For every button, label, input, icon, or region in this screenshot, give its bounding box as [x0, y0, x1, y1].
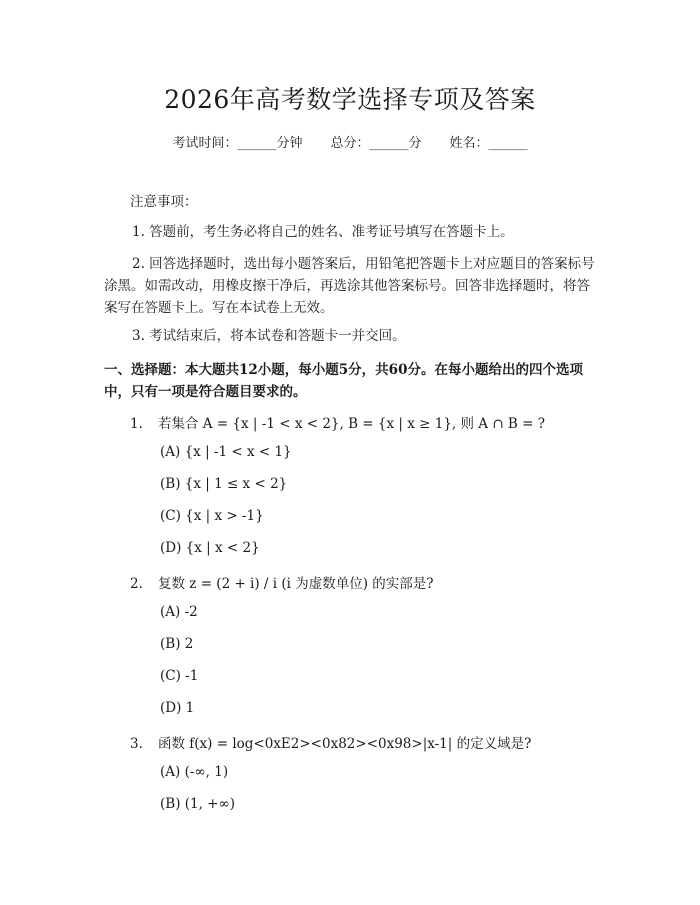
question-number: 1.	[130, 416, 143, 432]
question-2-option-a: (A) -2	[160, 604, 198, 620]
notice-item-1: 1. 答题前，考生务必将自己的姓名、准考证号填写在答题卡上。	[132, 224, 514, 240]
question-3-option-b: (B) (1, +∞)	[160, 796, 236, 812]
question-stem: 若集合 A = {x | -1 < x < 2}, B = {x | x ≥ 1}, 则 A ∩ B = ?	[158, 416, 545, 432]
question-1-option-d: (D) {x | x < 2}	[160, 540, 260, 556]
exam-meta	[0, 132, 700, 151]
question-3	[130, 732, 531, 752]
exam-time: 考试时间：______分钟	[172, 136, 303, 151]
notice-item-2: 2. 回答选择题时，选出每小题答案后，用铅笔把答题卡上对应题目的答案标号涂黑。如需改动，用橡皮擦干净后，再选涂其他答案标号。回答非选择题时，将答案写在答题卡上。写在本试卷上无效。	[104, 256, 595, 316]
page-title: 2026年高考数学选择专项及答案	[164, 85, 536, 114]
question-number: 2.	[130, 576, 143, 592]
question-2-option-d: (D) 1	[160, 700, 195, 716]
question-1-option-c: (C) {x | x > -1}	[160, 508, 264, 524]
notice-item-3: 3. 考试结束后，将本试卷和答题卡一并交回。	[132, 328, 406, 344]
question-number: 3.	[130, 736, 143, 752]
exam-total-score: 总分：______分	[330, 136, 422, 151]
notice-heading: 注意事项：	[130, 194, 198, 210]
question-2-option-c: (C) -1	[160, 668, 199, 684]
question-3-option-a: (A) (-∞, 1)	[160, 764, 229, 780]
question-2	[130, 572, 434, 592]
question-stem: 函数 f(x) = log<0xE2><0x82><0x98>|x-1| 的定义域是?	[158, 736, 532, 752]
question-1	[130, 412, 545, 432]
question-stem: 复数 z = (2 + i) / i (i 为虚数单位) 的实部是?	[158, 576, 434, 592]
section-heading: 一、选择题：本大题共12小题，每小题5分，共60分。在每小题给出的四个选项中，只有一项是符合题目要求的。	[104, 362, 583, 400]
question-1-option-b: (B) {x | 1 ≤ x < 2}	[160, 476, 288, 492]
question-2-option-b: (B) 2	[160, 636, 194, 652]
exam-student-name: 姓名：______	[449, 136, 528, 151]
question-1-option-a: (A) {x | -1 < x < 1}	[160, 444, 292, 460]
